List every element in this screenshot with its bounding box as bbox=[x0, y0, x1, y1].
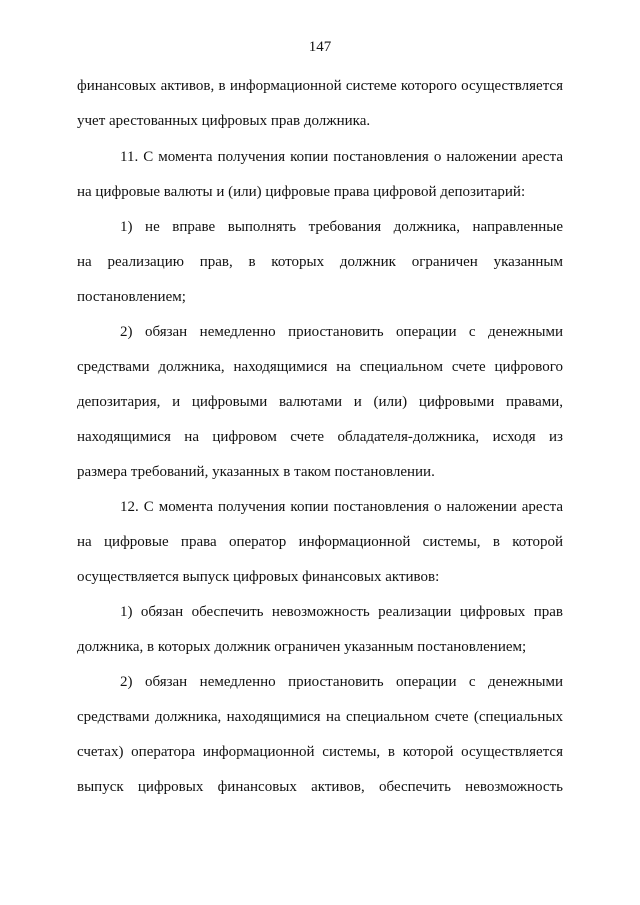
text-line: финансовых активов, в информационной системе которого осуществляется bbox=[77, 78, 563, 94]
text-line: депозитария, и цифровыми валютами и (или) цифровыми правами, bbox=[77, 394, 563, 410]
text-line: размера требований, указанных в таком постановлении. bbox=[77, 464, 435, 480]
text-line: осуществляется выпуск цифровых финансовых активов: bbox=[77, 569, 440, 585]
text-line: средствами должника, находящимися на специальном счете (специальных bbox=[77, 709, 563, 725]
text-line: на реализацию прав, в которых должник ограничен указанным bbox=[77, 254, 563, 270]
text-line: на цифровые валюты и (или) цифровые права цифровой депозитарий: bbox=[77, 184, 526, 200]
list-item-2-first-line: 2) обязан немедленно приостановить операции с денежными bbox=[120, 674, 563, 690]
page-number: 147 bbox=[308, 39, 332, 55]
text-line: постановлением; bbox=[77, 289, 186, 305]
text-line: средствами должника, находящимися на специальном счете цифрового bbox=[77, 359, 563, 375]
list-item-1-first-line: 1) обязан обеспечить невозможность реализации цифровых прав bbox=[120, 604, 563, 620]
paragraph-12-first-line: 12. С момента получения копии постановления о наложении ареста bbox=[120, 499, 563, 515]
text-line: учет арестованных цифровых прав должника. bbox=[77, 113, 371, 129]
list-item-1-first-line: 1) не вправе выполнять требования должника, направленные bbox=[120, 219, 563, 235]
text-line: счетах) оператора информационной системы, в которой осуществляется bbox=[77, 744, 563, 760]
text-line: находящимися на цифровом счете обладателя-должника, исходя из bbox=[77, 429, 563, 445]
text-line: на цифровые права оператор информационной системы, в которой bbox=[77, 534, 563, 550]
list-item-2-first-line: 2) обязан немедленно приостановить операции с денежными bbox=[120, 324, 563, 340]
paragraph-11-first-line: 11. С момента получения копии постановления о наложении ареста bbox=[120, 149, 563, 165]
text-line: выпуск цифровых финансовых активов, обеспечить невозможность bbox=[77, 779, 563, 795]
text-line: должника, в которых должник ограничен указанным постановлением; bbox=[77, 639, 527, 655]
